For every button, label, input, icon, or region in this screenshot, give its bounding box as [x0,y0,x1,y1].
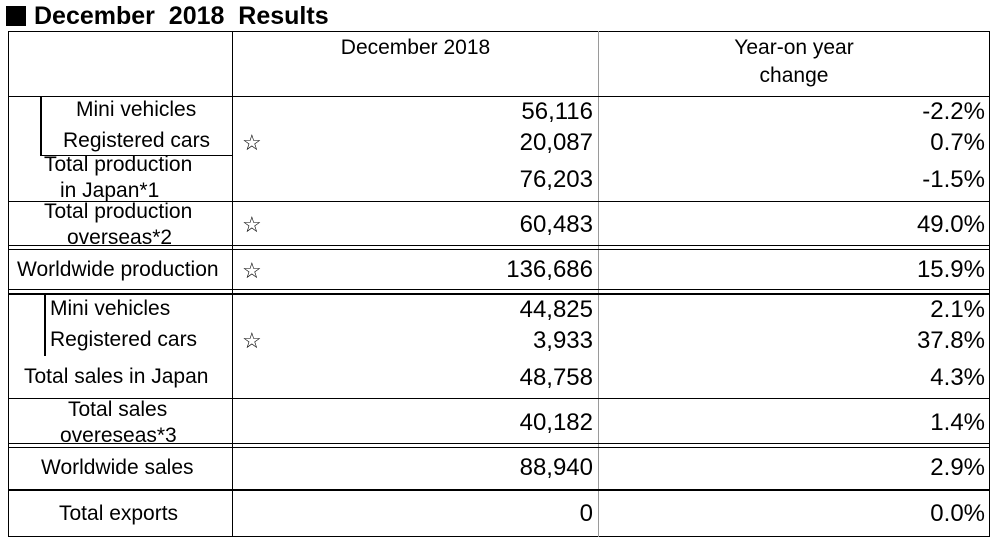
results-table [8,31,990,537]
sales-overseas-change: 1.4% [930,409,985,436]
exports-change: 0.0% [930,500,985,527]
exports-value: 0 [579,500,593,527]
star-icon: ☆ [242,212,262,237]
prod-world-label: Worldwide production [17,258,219,281]
star-icon: ☆ [242,130,262,155]
sales-reg-change: 37.8% [916,327,985,354]
sales-overseas-label-line1: Total sales [68,398,168,421]
prod-overseas-label-line2: overseas*2 [67,226,173,249]
sales-japan-value: 48,758 [519,364,593,391]
prod-japan-change: -1.5% [922,166,985,193]
sales-world-change: 2.9% [930,454,985,481]
sales-overseas-label-line2: overeseas*3 [60,424,177,447]
header-yoy-line2: change [759,64,829,87]
exports-label: Total exports [59,502,179,525]
prod-overseas-label-line1: Total production [44,200,193,223]
prod-mini-value: 56,116 [521,98,593,125]
page-title [6,2,329,30]
square-bullet-icon [6,6,26,26]
sales-japan-change: 4.3% [930,364,985,391]
prod-japan-label-line1: Total production [44,153,193,176]
prod-mini-label: Mini vehicles [76,98,197,121]
prod-mini-change: -2.2% [922,98,985,125]
header-yoy-line1: Year-on year [734,36,854,59]
sales-reg-value: 3,933 [532,327,593,354]
sales-mini-label: Mini vehicles [50,297,171,320]
sales-world-label: Worldwide sales [41,456,194,479]
sales-reg-label: Registered cars [50,328,198,351]
prod-japan-label-line2: in Japan*1 [60,179,160,202]
sales-overseas-value: 40,182 [519,409,593,436]
prod-world-value: 136,686 [506,256,593,283]
sales-mini-change: 2.1% [930,296,985,323]
sales-japan-label: Total sales in Japan [24,365,209,388]
prod-overseas-value: 60,483 [519,211,593,238]
sales-world-value: 88,940 [519,454,593,481]
sales-mini-value: 44,825 [519,296,593,323]
prod-reg-label: Registered cars [63,129,211,152]
star-icon: ☆ [242,258,262,283]
header-december-2018: December 2018 [340,36,491,59]
title-text: December 2018 Results [34,1,329,30]
prod-reg-change: 0.7% [930,129,985,156]
prod-reg-value: 20,087 [519,129,593,156]
prod-world-change: 15.9% [916,256,985,283]
prod-overseas-change: 49.0% [916,211,985,238]
star-icon: ☆ [242,328,262,353]
prod-japan-value: 76,203 [519,166,593,193]
